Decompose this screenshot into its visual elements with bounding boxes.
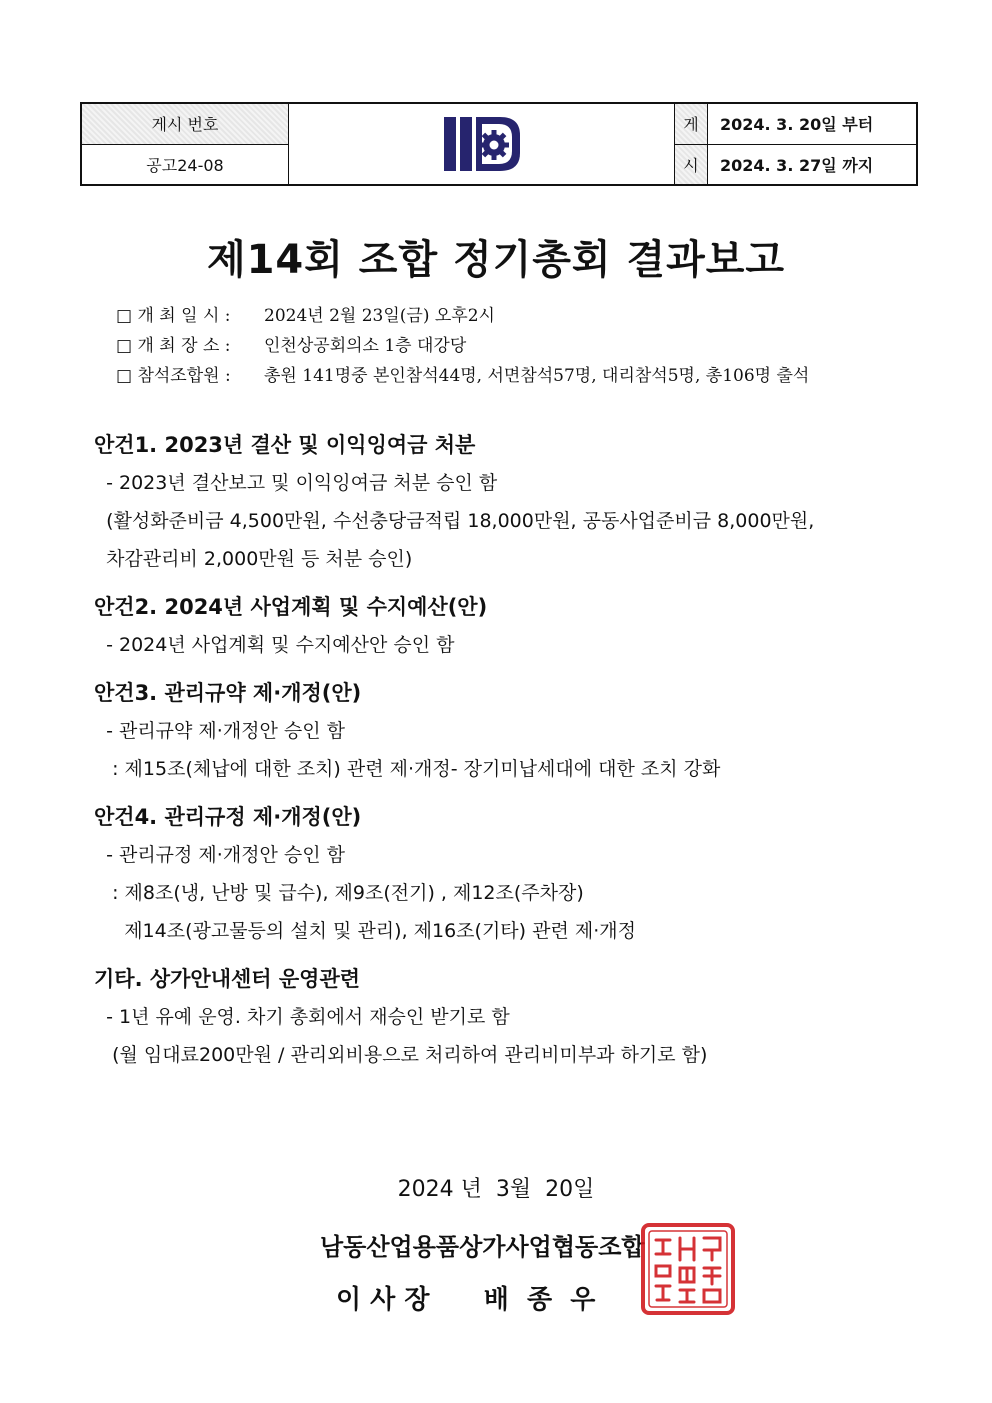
notice-number-label: 게시 번호 <box>82 104 288 145</box>
agenda-line: - 관리규약 제·개정안 승인 함 <box>94 719 346 742</box>
red-official-seal-icon <box>640 1222 736 1316</box>
info-label: □ 개 최 장 소 : <box>116 335 231 356</box>
attendance-row <box>116 358 809 388</box>
gear-logo-icon <box>444 115 520 173</box>
posting-label-char-2: 시 <box>675 145 707 185</box>
agenda-line: - 관리규정 제·개정안 승인 함 <box>94 843 346 866</box>
notice-number-value: 공고24-08 <box>146 155 224 175</box>
agenda-title: 안건3. 관리규약 제·개정(안) <box>94 681 362 705</box>
posting-label-char-1: 게 <box>675 104 707 145</box>
agenda-item-other <box>94 960 914 1072</box>
agenda-line: : 제15조(체납에 대한 조치) 관련 제·개정- 장기미납세대에 대한 조치 강화 <box>94 757 721 780</box>
posting-label-block <box>675 104 708 184</box>
info-value: 총원 141명중 본인참석44명, 서면참석57명, 대리참석5명, 총106명 출석 <box>264 365 810 386</box>
agenda-line: - 2023년 결산보고 및 이익잉여금 처분 승인 함 <box>94 471 498 494</box>
chairman-name: 이 사 장 배 종 우 <box>336 1285 596 1315</box>
agenda-line: (활성화준비금 4,500만원, 수선충당금적립 18,000만원, 공동사업준비금 8,000만원, <box>94 509 815 532</box>
logo-cell <box>289 104 675 184</box>
document-title: 제14회 조합 정기총회 결과보고 <box>206 237 786 283</box>
info-label: □ 참석조합원 : <box>116 365 231 386</box>
posting-to-date: 2024. 3. 27일 까지 <box>720 155 874 175</box>
info-value: 인천상공회의소 1층 대강당 <box>264 335 467 356</box>
agenda-line: (월 임대료200만원 / 관리외비용으로 처리하여 관리비미부과 하기로 함) <box>94 1043 708 1066</box>
posting-period-block <box>708 104 916 184</box>
agenda-list <box>94 426 914 1084</box>
agenda-item-2 <box>94 588 914 662</box>
issue-date: 2024 년 3월 20일 <box>397 1177 595 1202</box>
agenda-item-1 <box>94 426 914 576</box>
agenda-line: 제14조(광고물등의 설치 및 관리), 제16조(기타) 관련 제·개정 <box>94 919 636 942</box>
agenda-title: 안건4. 관리규정 제·개정(안) <box>94 805 362 829</box>
organization-name: 남동산업용품상가사업협동조합 <box>320 1233 645 1261</box>
meeting-date-row <box>116 298 809 328</box>
agenda-line: - 2024년 사업계획 및 수지예산안 승인 함 <box>94 633 455 656</box>
agenda-item-4 <box>94 798 914 948</box>
info-label: □ 개 최 일 시 : <box>116 305 231 326</box>
agenda-title: 안건1. 2023년 결산 및 이익잉여금 처분 <box>94 433 476 457</box>
notice-number-block <box>82 104 289 184</box>
notice-header-table <box>80 102 918 186</box>
posting-from-date: 2024. 3. 20일 부터 <box>708 104 916 145</box>
agenda-line: : 제8조(냉, 난방 및 급수), 제9조(전기) , 제12조(주차장) <box>94 881 584 904</box>
agenda-line: - 1년 유예 운영. 차기 총회에서 재승인 받기로 함 <box>94 1005 510 1028</box>
agenda-line: 차감관리비 2,000만원 등 처분 승인) <box>94 547 413 570</box>
agenda-item-3 <box>94 674 914 786</box>
info-value: 2024년 2월 23일(금) 오후2시 <box>264 305 495 326</box>
agenda-title: 기타. 상가안내센터 운영관련 <box>94 967 361 991</box>
meeting-place-row <box>116 328 809 358</box>
agenda-title: 안건2. 2024년 사업계획 및 수지예산(안) <box>94 595 488 619</box>
meeting-info <box>116 298 809 388</box>
